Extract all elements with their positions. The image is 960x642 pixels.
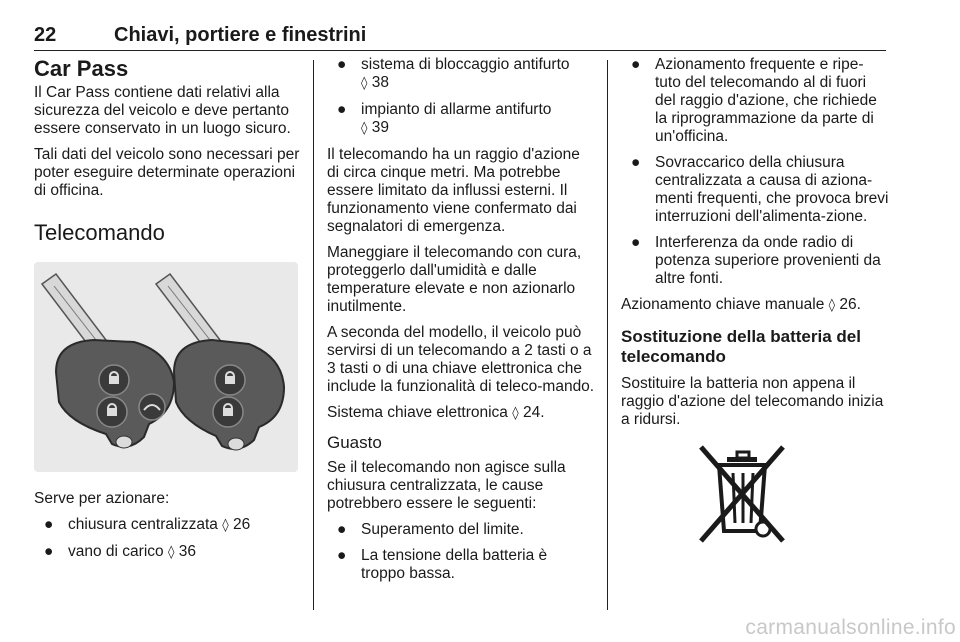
list-item-text: La tensione della batteria è troppo bassa.	[361, 547, 548, 582]
crossed-out-wheelie-bin-icon	[697, 443, 793, 547]
list-item	[327, 56, 595, 93]
ref-arrow-icon: ◊	[222, 518, 229, 533]
bullet-icon: ●	[44, 516, 54, 533]
bullet-icon: ●	[631, 56, 641, 73]
manual-key-paragraph	[621, 296, 889, 315]
functions-list-continued	[327, 56, 595, 138]
bullet-icon: ●	[44, 543, 54, 560]
page-ref-link[interactable]: 36	[178, 543, 196, 560]
fault-heading: Guasto	[327, 433, 382, 452]
key-blade-icon-2	[156, 274, 220, 350]
list-item	[327, 101, 595, 138]
column-divider-1	[313, 60, 314, 610]
fault-list-continued	[621, 56, 889, 288]
three-button-key-fob-icon	[56, 340, 174, 448]
watermark: carmanualsonline.info	[745, 616, 956, 639]
list-item	[327, 547, 595, 583]
list-item	[327, 521, 595, 539]
ref-arrow-icon: ◊	[361, 76, 368, 91]
battery-heading: Sostituzione della batteria del telecomando	[621, 327, 861, 366]
ref-arrow-icon: ◊	[167, 545, 175, 560]
two-button-key-fob-icon	[174, 340, 284, 450]
electronic-key-paragraph	[327, 404, 595, 423]
list-item-text: impianto di allarme antifurto	[361, 101, 552, 118]
page-ref-link[interactable]: 26.	[839, 296, 861, 313]
ref-arrow-icon: ◊	[828, 298, 836, 313]
serve-intro: Serve per azionare:	[34, 490, 170, 507]
model-paragraph: A seconda del modello, il veicolo può servirsi di un telecomando a 2 tasti o a 3 tasti o di una chiave elettronica che include la funzionalità di teleco-mando.	[327, 324, 595, 395]
remote-keys-svg	[34, 262, 298, 472]
list-item	[34, 516, 302, 535]
column-1	[34, 56, 302, 570]
list-item	[621, 154, 889, 226]
list-item-text: Azionamento frequente e ripe-tuto del telecomando al di fuori del raggio d'azione, che richiede la riprogrammazione da parte di un'officina.	[655, 56, 877, 145]
car-pass-paragraph-2: Tali dati del veicolo sono necessari per poter eseguire determinate operazioni di officina.	[34, 146, 300, 199]
fault-intro: Se il telecomando non agisce sulla chiusura centralizzata, le cause potrebbero essere le seguenti:	[327, 459, 566, 512]
functions-list	[34, 516, 302, 562]
page-ref-link[interactable]: 39	[371, 119, 389, 136]
bullet-icon: ●	[337, 56, 347, 73]
column-3	[621, 56, 889, 547]
list-item-text: chiusura centralizzata	[68, 516, 218, 533]
bullet-icon: ●	[631, 154, 641, 171]
page-header	[34, 20, 886, 51]
electronic-key-text: Sistema chiave elettronica	[327, 404, 508, 421]
column-2	[327, 56, 595, 591]
key-blade-icon	[42, 274, 106, 350]
car-pass-paragraph-1: Il Car Pass contiene dati relativi alla sicurezza del veicolo e deve pertanto essere conservato in un luogo sicuro.	[34, 84, 291, 137]
page-number: 22	[34, 24, 57, 46]
range-paragraph: Il telecomando ha un raggio d'azione di circa cinque metri. Ma potrebbe essere limitato da influssi esterni. Il funzionamento viene confermato dai segnalatori di emergenza.	[327, 146, 580, 235]
list-item-text: vano di carico	[68, 543, 164, 560]
fault-list	[327, 521, 595, 583]
page-title: Chiavi, portiere e finestrini	[114, 24, 367, 46]
page-ref-link[interactable]: 24.	[522, 404, 545, 421]
bullet-icon: ●	[337, 101, 347, 118]
list-item-text: sistema di bloccaggio antifurto	[361, 56, 570, 73]
manual-key-text: Azionamento chiave manuale	[621, 296, 825, 313]
list-item	[34, 543, 302, 562]
column-divider-2	[607, 60, 608, 610]
bullet-icon: ●	[337, 521, 347, 538]
page-ref-link[interactable]: 26	[232, 516, 251, 533]
list-item-text: Interferenza da onde radio di potenza superiore provenienti da altre fonti.	[655, 234, 881, 287]
ref-arrow-icon: ◊	[512, 406, 519, 421]
ref-arrow-icon: ◊	[361, 121, 368, 136]
remote-heading: Telecomando	[34, 220, 165, 245]
car-pass-heading: Car Pass	[34, 56, 129, 81]
bullet-icon: ●	[631, 234, 641, 251]
list-item	[621, 56, 889, 146]
care-paragraph: Maneggiare il telecomando con cura, proteggerlo dall'umidità e dalle temperature elevate e non azionarlo inutilmente.	[327, 244, 582, 315]
list-item-text: Superamento del limite.	[361, 521, 524, 538]
bullet-icon: ●	[337, 547, 347, 564]
battery-paragraph: Sostituire la batteria non appena il raggio d'azione del telecomando inizia a ridursi.	[621, 375, 884, 428]
page-ref-link[interactable]: 38	[371, 74, 389, 91]
list-item-text: Sovraccarico della chiusura centralizzata a causa di aziona-menti frequenti, che provoca brevi interruzioni dell'alimenta-zione.	[655, 154, 889, 225]
remote-keys-illustration	[34, 262, 298, 472]
list-item	[621, 234, 889, 288]
